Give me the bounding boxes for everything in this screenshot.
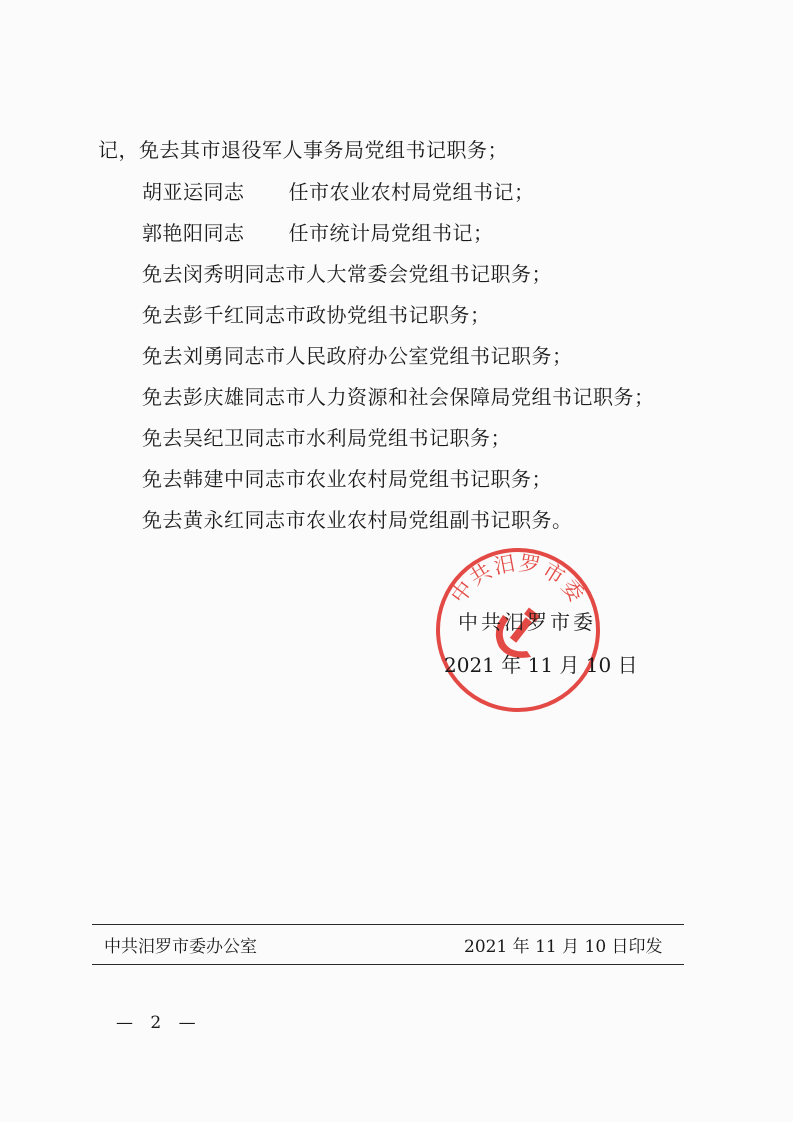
body-line: 免去吴纪卫同志市水利局党组书记职务； <box>142 426 511 450</box>
body-line: 免去刘勇同志市人民政府办公室党组书记职务； <box>142 344 573 368</box>
print-date: 2021 年 11 月 10 日印发 <box>464 937 663 957</box>
svg-text:中共汨罗市委 <box>446 551 590 608</box>
body-line: 免去彭庆雄同志市人力资源和社会保障局党组书记职务； <box>142 385 655 409</box>
footer-top-rule <box>92 924 684 925</box>
body-line: 免去闵秀明同志市人大常委会党组书记职务； <box>142 262 552 286</box>
appointment-line <box>142 220 494 246</box>
signature-date: 2021 年 11 月 10 日 <box>444 653 638 677</box>
body-line: 免去彭千红同志市政协党组书记职务； <box>142 303 491 327</box>
body-line: 免去韩建中同志市农业农村局党组书记职务； <box>142 467 552 491</box>
appointment-position: 任市统计局党组书记； <box>288 221 494 245</box>
appointee-name: 胡亚运同志 <box>142 180 245 204</box>
page-number: — 2 — <box>116 1013 202 1033</box>
issuer-name: 中共汨罗市委 <box>458 610 596 634</box>
body-line: 免去黄永红同志市农业农村局党组副书记职务。 <box>142 508 573 532</box>
footer-bottom-rule <box>92 964 684 965</box>
body-line: 记，免去其市退役军人事务局党组书记职务； <box>98 138 508 162</box>
seal-text: 中共汨罗市委 <box>446 550 590 608</box>
appointment-line <box>142 179 535 205</box>
appointee-name: 郭艳阳同志 <box>142 221 245 245</box>
appointment-position: 任市农业农村局党组书记； <box>288 180 535 204</box>
issuing-office: 中共汨罗市委办公室 <box>104 937 257 957</box>
